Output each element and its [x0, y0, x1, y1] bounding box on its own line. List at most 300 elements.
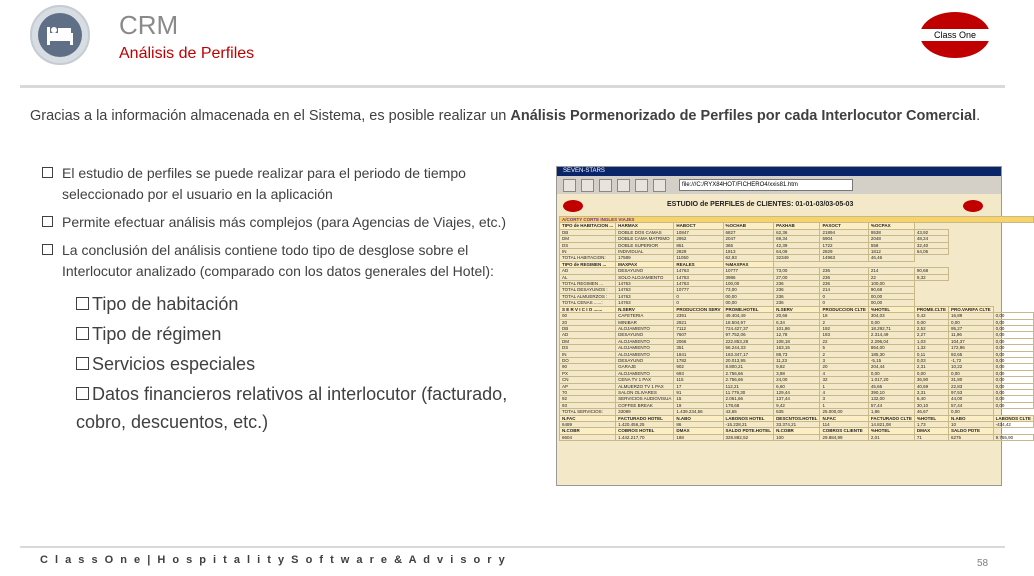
table-cell: 19 — [674, 402, 723, 408]
class-one-logo — [920, 12, 990, 58]
table-cell: TIPO de HABITACION ... — [560, 223, 616, 229]
table-cell: 97.752,06 — [723, 332, 774, 338]
crm-logo — [30, 5, 90, 65]
table-cell: 2 — [820, 319, 868, 325]
table-cell: 86 — [674, 422, 723, 428]
table-cell: DESAYUNO — [616, 357, 674, 363]
table-cell: N.COBR — [774, 428, 820, 434]
table-cell: 45,66 — [868, 383, 914, 389]
table-cell: 14763 — [616, 287, 674, 293]
table-cell: 2.061,66 — [723, 396, 774, 402]
checkbox-bullet-icon — [42, 216, 53, 227]
table-cell: 693 — [674, 370, 723, 376]
bullet-list — [40, 163, 530, 438]
table-cell: 0,00 — [993, 351, 1033, 357]
table-cell: 11050 — [674, 255, 723, 261]
table-cell: 6,40 — [914, 396, 948, 402]
print-icon[interactable] — [653, 179, 666, 192]
table-cell: 0,00 — [993, 402, 1033, 408]
table-cell: A/CORTY CORTE INGLES VIAJES — [560, 217, 1034, 223]
sub-bullet-text: Tipo de régimen — [92, 324, 222, 344]
table-cell: 0,00 — [993, 396, 1033, 402]
table-cell: -15.228,21 — [723, 422, 774, 428]
table-cell: DB — [560, 325, 616, 331]
table-cell: 172,96 — [949, 345, 994, 351]
table-cell: 6275 — [949, 434, 994, 440]
table-cell: 00 — [560, 313, 616, 319]
table-cell: 42,39 — [774, 242, 820, 248]
table-cell: 3 — [820, 396, 868, 402]
table-cell: 2066 — [674, 338, 723, 344]
table-cell: 0,00 — [993, 338, 1033, 344]
table-cell: 0,00 — [914, 319, 948, 325]
table-cell: N.ABO — [949, 415, 994, 421]
table-cell: %OCPAX — [868, 223, 914, 229]
table-cell: 100,00 — [868, 281, 914, 287]
sub-bullet-text: Servicios especiales — [92, 354, 256, 374]
table-cell: 390,10 — [868, 389, 914, 395]
sub-bullet-text: Datos financieros relativos al interlocutor (facturado, cobro, descuentos, etc.) — [76, 384, 508, 432]
table-cell: TOTAL REGIMEN ... — [560, 281, 616, 287]
checkbox-bullet-icon — [76, 357, 89, 370]
table-cell: 20.013,95 — [723, 357, 774, 363]
table-cell: 3986 — [723, 274, 774, 280]
table-cell: 0,00 — [993, 345, 1033, 351]
table-cell: 20 — [560, 319, 616, 325]
table-cell: 48,24 — [914, 236, 948, 242]
intro-paragraph — [30, 106, 995, 127]
table-cell: CAFETERIA — [616, 313, 674, 319]
table-cell: 22,83 — [949, 383, 994, 389]
bullet-item — [40, 240, 530, 282]
table-cell: 0,00 — [949, 409, 994, 415]
table-cell: 0,11 — [914, 351, 948, 357]
table-cell: TOTAL SERVICIOS: — [560, 409, 616, 415]
table-cell: 185,30 — [868, 351, 914, 357]
table-cell: DM — [560, 338, 616, 344]
table-cell: 236 — [774, 293, 820, 299]
table-cell: 97,53 — [949, 389, 994, 395]
table-cell: 71 — [914, 434, 948, 440]
table-cell: DESCNTOS.HOTEL — [774, 415, 820, 421]
intro-text-before: Gracias a la información almacenada en el Sistema, es posible realizar un — [30, 108, 511, 124]
table-row — [560, 434, 1034, 440]
table-cell: 204,44 — [868, 364, 914, 370]
table-cell: -434,42 — [993, 422, 1033, 428]
table-cell: 10,22 — [949, 364, 994, 370]
table-cell: 6,34 — [774, 319, 820, 325]
bullet-item — [40, 212, 530, 233]
table-cell: 0 — [820, 300, 868, 306]
table-cell: 0,00 — [993, 332, 1033, 338]
table-cell: 1,86 — [868, 409, 914, 415]
brand-label: Class One — [920, 29, 990, 41]
checkbox-bullet-icon — [76, 327, 89, 340]
sub-bullet-item — [40, 380, 530, 436]
intro-text-after: . — [976, 108, 981, 124]
table-cell: 14.821,08 — [868, 422, 914, 428]
stop-icon[interactable] — [599, 179, 612, 192]
table-cell: DO — [560, 357, 616, 363]
table-cell: 46,67 — [914, 409, 948, 415]
table-cell: SOLO ALOJAMIENTO — [616, 274, 674, 280]
table-cell: PROME.CLTE — [914, 306, 948, 312]
table-cell: IN — [560, 351, 616, 357]
table-cell: 100 — [774, 434, 820, 440]
table-cell: %MAXPAX — [723, 261, 774, 267]
table-cell: 1,73 — [914, 422, 948, 428]
table-cell: ALOJAMIENTO — [616, 370, 674, 376]
table-cell: 558 — [868, 242, 914, 248]
app-screenshot — [556, 166, 1031, 486]
table-cell: 0,00 — [993, 389, 1033, 395]
report-header — [557, 194, 1001, 216]
table-cell: 17589 — [616, 255, 674, 261]
table-cell: 4 — [820, 370, 868, 376]
table-cell: 14763 — [674, 274, 723, 280]
table-cell: PX — [560, 370, 616, 376]
table-cell: ALMUERZO TV 1 PAX — [616, 383, 674, 389]
table-cell: DS — [560, 345, 616, 351]
table-cell: N.COBR — [560, 428, 616, 434]
table-cell: 214 — [868, 268, 914, 274]
table-cell: DOBLE DOS CAMAS — [616, 229, 674, 235]
table-cell: 40,69 — [914, 383, 948, 389]
table-cell: 44,00 — [949, 396, 994, 402]
table-cell: 2,31 — [914, 364, 948, 370]
table-cell: DESAYUNO — [616, 332, 674, 338]
refresh-icon[interactable] — [617, 179, 630, 192]
table-cell: 33089 — [616, 409, 674, 415]
table-cell: 33.374,21 — [774, 422, 820, 428]
table-cell: 0,00 — [993, 357, 1033, 363]
table-cell: ALOJAMIENTO — [616, 338, 674, 344]
table-cell: DESAYUNO — [616, 268, 674, 274]
table-cell: %HOTEL — [914, 415, 948, 421]
table-cell: 16,89 — [949, 313, 994, 319]
table-cell: 7112 — [674, 325, 723, 331]
table-cell: 18 — [820, 313, 868, 319]
table-cell: 0,00 — [993, 377, 1033, 383]
table-cell: 5904 — [820, 236, 868, 242]
table-cell: 56.244,33 — [723, 345, 774, 351]
table-cell: TIPO de REGIMEN ... — [560, 261, 616, 267]
brand-pill-icon — [963, 200, 983, 212]
table-cell: COBROS HOTEL — [616, 428, 674, 434]
table-cell: 0,00 — [993, 383, 1033, 389]
table-cell: 129,44 — [774, 389, 820, 395]
table-cell: 1841 — [674, 351, 723, 357]
table-cell: 236 — [820, 274, 868, 280]
table-cell: MINIBAR — [616, 319, 674, 325]
table-cell: SALON OLIVARES — [616, 389, 674, 395]
table-cell: 1,32 — [914, 345, 948, 351]
table-cell: 108,18 — [774, 338, 820, 344]
bullet-text: El estudio de perfiles se puede realizar para el periodo de tiempo seleccionado por el usuario en la aplicación — [62, 165, 466, 202]
table-cell: N.FAC — [560, 415, 616, 421]
table-cell: AD — [560, 332, 616, 338]
table-cell: S E R V I C I O ....... — [560, 306, 616, 312]
checkbox-bullet-icon — [42, 167, 53, 178]
table-cell: 0,00 — [868, 370, 914, 376]
table-cell: 14763 — [616, 300, 674, 306]
table-cell: 88,73 — [774, 351, 820, 357]
table-cell: 11.779,30 — [723, 389, 774, 395]
table-cell: 2.756,66 — [723, 377, 774, 383]
table-cell: 5 — [820, 345, 868, 351]
table-cell: SERVICIOS AUDIOVISUA — [616, 396, 674, 402]
checkbox-bullet-icon — [42, 244, 53, 255]
table-cell: 11,96 — [949, 332, 994, 338]
table-cell: 2,01 — [868, 434, 914, 440]
table-cell: 32 — [820, 377, 868, 383]
table-cell: 861 — [674, 242, 723, 248]
table-cell: 1 — [820, 383, 868, 389]
table-cell: 21894 — [820, 229, 868, 235]
table-cell: 92,65 — [949, 351, 994, 357]
home-icon[interactable] — [635, 179, 648, 192]
table-cell: 365 — [723, 242, 774, 248]
table-cell: ALOJAMIENTO — [616, 351, 674, 357]
table-cell: HABOCT — [674, 223, 723, 229]
table-cell: 0,00 — [949, 370, 994, 376]
table-cell: 14763 — [674, 268, 723, 274]
table-cell: 70 — [560, 389, 616, 395]
table-cell: 11,23 — [774, 357, 820, 363]
table-cell: 236 — [820, 281, 868, 287]
table-cell: 0 — [674, 300, 723, 306]
table-cell: 32,40 — [914, 242, 948, 248]
table-cell: TOTAL DESAYUNOS : — [560, 287, 616, 293]
footer-text: C l a s s O n e | H o s p i t a l i t y S o f t w a r e & A d v i s o r y — [40, 554, 507, 566]
back-icon[interactable] — [563, 179, 576, 192]
table-cell: 0,00 — [993, 313, 1033, 319]
table-cell: 90,68 — [868, 287, 914, 293]
table-cell: SALDO PDTE.HOTEL — [723, 428, 774, 434]
table-cell: 8.800,21 — [723, 364, 774, 370]
table-cell: 00,00 — [868, 293, 914, 299]
table-cell: 62,93 — [723, 255, 774, 261]
table-cell: 9,82 — [774, 364, 820, 370]
table-cell: 18.504,97 — [723, 319, 774, 325]
table-cell: 62,36 — [774, 229, 820, 235]
table-cell: 1.017,20 — [868, 377, 914, 383]
table-cell: 20 — [820, 364, 868, 370]
table-cell: LABONOS HOTEL — [723, 415, 774, 421]
table-cell: 2047 — [723, 236, 774, 242]
brand-pill-icon — [563, 200, 583, 212]
table-cell: 1.442.217,70 — [616, 434, 674, 440]
header-row — [560, 415, 1034, 421]
table-cell: 15 — [674, 396, 723, 402]
table-cell: 0,00 — [949, 319, 994, 325]
table-cell: 0,00 — [914, 370, 948, 376]
table-cell: 535 — [774, 409, 820, 415]
page-title: CRM — [119, 10, 179, 40]
table-cell: 9,42 — [774, 402, 820, 408]
table-cell: 351 — [674, 345, 723, 351]
table-cell: 1.420.456,25 — [616, 422, 674, 428]
report-table — [559, 216, 1034, 441]
forward-icon[interactable] — [581, 179, 594, 192]
table-cell: 0,00 — [993, 319, 1033, 325]
table-cell: LABONOS CLTE — [993, 415, 1033, 421]
table-cell: 0,42 — [914, 313, 948, 319]
table-cell: 104,37 — [949, 338, 994, 344]
bullet-text: La conclusión del análisis contiene todo tipo de desglose sobre el Interlocutor analizado (comparado con los datos generales del Hotel): — [62, 242, 494, 279]
table-cell: REALES — [674, 261, 723, 267]
table-cell: 43,65 — [723, 409, 774, 415]
table-cell: TOTAL HABITACION: — [560, 255, 616, 261]
table-cell: 32349 — [774, 255, 820, 261]
table-cell: 12,78 — [774, 332, 820, 338]
table-cell: 2829 — [674, 249, 723, 255]
table-cell: 115 — [674, 377, 723, 383]
table-cell: 10777 — [674, 287, 723, 293]
table-cell: PAXHAB — [774, 223, 820, 229]
table-cell: 14763 — [616, 293, 674, 299]
table-cell: 25.000,00 — [820, 409, 868, 415]
table-cell: DB — [560, 229, 616, 235]
page-number: 58 — [977, 558, 989, 569]
table-cell: 90,68 — [914, 268, 948, 274]
table-cell: DM — [560, 236, 616, 242]
table-cell: 214 — [820, 287, 868, 293]
total-row — [560, 255, 1034, 261]
page-subtitle: Análisis de Perfiles — [119, 45, 255, 62]
table-cell: 1812 — [868, 249, 914, 255]
table-cell: 864,00 — [868, 345, 914, 351]
table-cell: 2.756,66 — [723, 370, 774, 376]
table-cell: N.SERV — [616, 306, 674, 312]
table-cell: 36,90 — [914, 377, 948, 383]
table-cell: AP — [560, 383, 616, 389]
table-cell: %HOTEL — [868, 428, 914, 434]
table-cell: 49.404,49 — [723, 313, 774, 319]
table-cell: 00,00 — [723, 293, 774, 299]
bullet-text: Permite efectuar análisis más complejos (para Agencias de Viajes, etc.) — [62, 214, 507, 230]
table-cell: 236 — [820, 268, 868, 274]
table-cell: 192 — [820, 325, 868, 331]
table-cell: TOTAL ALMUERZOS : — [560, 293, 616, 299]
table-cell: 304,03 — [868, 313, 914, 319]
table-cell: 93 — [560, 402, 616, 408]
table-cell: DOBLE SUPERIOR — [616, 242, 674, 248]
table-cell: 6,60 — [774, 383, 820, 389]
table-cell: 0,00 — [993, 370, 1033, 376]
table-cell: %OCHAB — [723, 223, 774, 229]
table-cell: 18.292,71 — [868, 325, 914, 331]
table-cell: INDIVIDUAL — [616, 249, 674, 255]
table-cell: 6489 — [560, 422, 616, 428]
table-cell: TOTAL CENAS ......: — [560, 300, 616, 306]
table-cell: N.ABO — [674, 415, 723, 421]
table-cell: 1782 — [674, 357, 723, 363]
table-cell: PROME.HOTEL — [723, 306, 774, 312]
table-cell: 0,03 — [914, 357, 948, 363]
table-cell: 22 — [868, 274, 914, 280]
table-cell: -1,72 — [949, 357, 994, 363]
table-cell: 14763 — [616, 281, 674, 287]
footer-divider — [20, 546, 1005, 548]
table-cell: COFFEE BREAK — [616, 402, 674, 408]
table-cell: 2952 — [674, 236, 723, 242]
table-cell: 20,66 — [774, 313, 820, 319]
sub-bullet-text: Tipo de habitación — [92, 294, 239, 314]
table-cell: 0,00 — [868, 319, 914, 325]
table-cell: 222.853,28 — [723, 338, 774, 344]
table-cell: 328.882,52 — [723, 434, 774, 440]
table-cell: 236 — [774, 300, 820, 306]
table-cell: 73,00 — [774, 268, 820, 274]
table-cell: AL — [560, 274, 616, 280]
table-cell: 69,34 — [774, 236, 820, 242]
table-cell: 14763 — [674, 281, 723, 287]
table-cell: DMAX — [914, 428, 948, 434]
table-cell: -5,15 — [868, 357, 914, 363]
table-cell: 236 — [774, 287, 820, 293]
table-cell: 3 — [820, 357, 868, 363]
sub-bullet-item — [40, 290, 530, 318]
table-cell: 114 — [820, 422, 868, 428]
table-cell: AD — [560, 268, 616, 274]
table-cell: 2829 — [820, 249, 868, 255]
table-cell: 0,00 — [993, 364, 1033, 370]
table-cell: DMAX — [674, 428, 723, 434]
table-cell: 178,68 — [723, 402, 774, 408]
table-cell: 6604 — [560, 434, 616, 440]
table-cell: MAXPAX — [616, 261, 674, 267]
table-cell: FACTURADO CLTE — [868, 415, 914, 421]
table-cell: 10 — [949, 422, 994, 428]
table-cell: 00,00 — [723, 300, 774, 306]
table-cell: N.SERV — [774, 306, 820, 312]
sub-bullet-item — [40, 350, 530, 378]
table-cell: 73,00 — [723, 287, 774, 293]
table-cell: 132,00 — [868, 396, 914, 402]
table-cell: 9.765,90 — [993, 434, 1033, 440]
table-cell: 6827 — [723, 229, 774, 235]
table-cell: 2.314,49 — [868, 332, 914, 338]
table-cell: 902 — [674, 364, 723, 370]
table-cell: 00,00 — [868, 300, 914, 306]
checkbox-bullet-icon — [76, 297, 89, 310]
toolbar — [557, 176, 1001, 194]
table-cell: 2 — [820, 351, 868, 357]
table-cell: 2048 — [868, 236, 914, 242]
table-cell: FACTURADO HOTEL — [616, 415, 674, 421]
table-cell: 31,80 — [949, 377, 994, 383]
table-cell: 137,44 — [774, 396, 820, 402]
table-cell: 2391 — [674, 313, 723, 319]
table-cell: 30,10 — [914, 402, 948, 408]
table-cell: PAXOCT — [820, 223, 868, 229]
address-field[interactable]: file:///C:/RYX84HOT/FICHERO4/xxis81.htm — [679, 179, 853, 191]
table-cell: PRODUCCION CLTE — [820, 306, 868, 312]
table-cell: ALOJAMIENTO — [616, 325, 674, 331]
table-cell: 193 — [820, 332, 868, 338]
table-cell: 101,86 — [774, 325, 820, 331]
header-divider — [20, 85, 1005, 88]
table-cell: 57,44 — [868, 402, 914, 408]
checkbox-bullet-icon — [76, 387, 89, 400]
table-cell: ALOJAMIENTO — [616, 345, 674, 351]
table-cell: HARMAX — [616, 223, 674, 229]
table-cell: 9538 — [868, 229, 914, 235]
table-cell: 90 — [560, 364, 616, 370]
table-cell: 1,03 — [914, 338, 948, 344]
table-cell: IN — [560, 249, 616, 255]
